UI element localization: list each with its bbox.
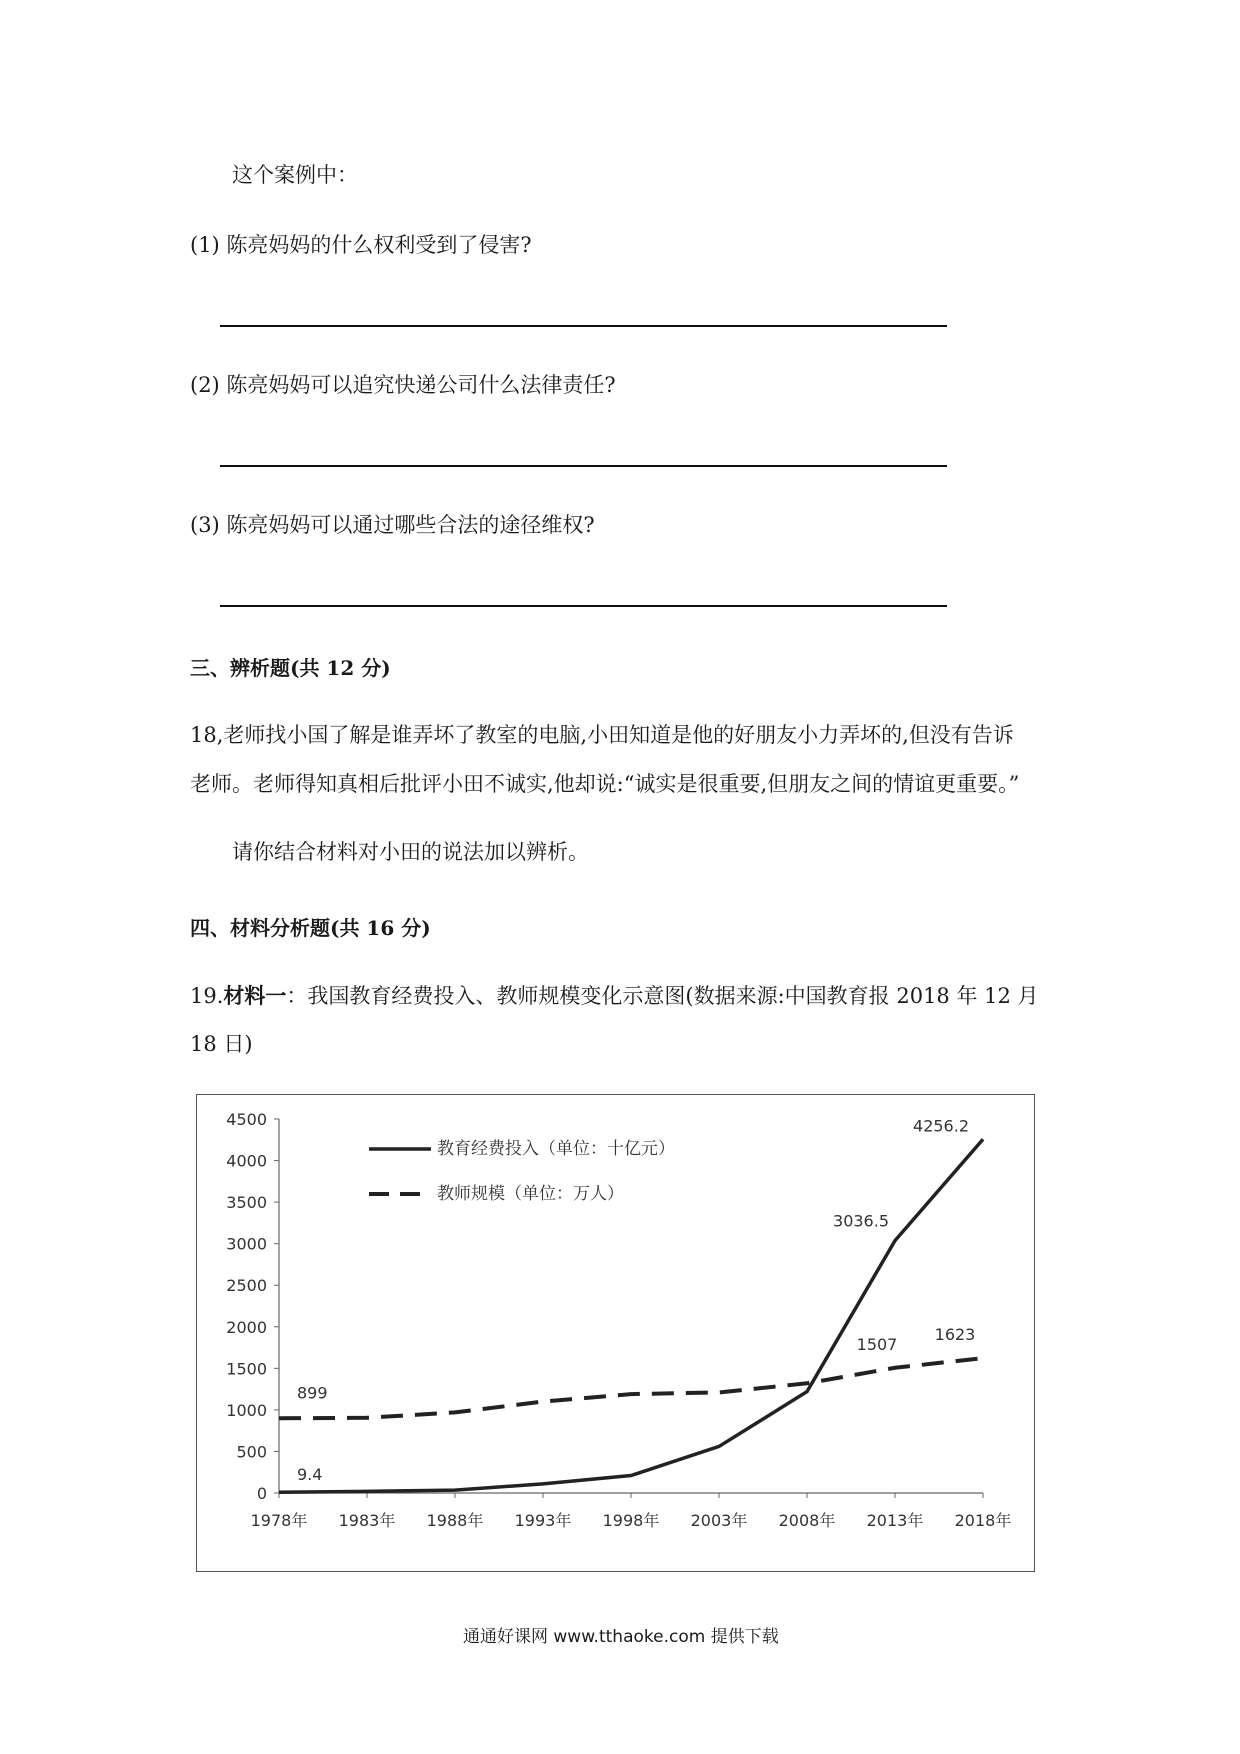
- x-tick-label: 2003年: [690, 1511, 748, 1530]
- y-tick-label: 2500: [226, 1276, 267, 1296]
- data-label: 9.4: [297, 1465, 323, 1485]
- q19-line-2: 18 日): [190, 1032, 253, 1056]
- question-3: (3) 陈亮妈妈可以通过哪些合法的途径维权?: [190, 513, 595, 537]
- data-label: 4256.2: [913, 1116, 969, 1136]
- question-2: (2) 陈亮妈妈可以追究快递公司什么法律责任?: [190, 373, 616, 397]
- q19-material-title: ：我国教育经费投入、教师规模变化示意图(数据来源:中国教育报 2018 年 12 月: [286, 984, 1039, 1008]
- x-tick-label: 2008年: [778, 1511, 836, 1530]
- y-tick-label: 0: [256, 1484, 267, 1503]
- y-tick-label: 3500: [226, 1193, 267, 1213]
- y-tick-label: 4500: [226, 1110, 267, 1129]
- y-tick-label: 2000: [226, 1317, 267, 1337]
- x-tick-label: 1978年: [250, 1511, 308, 1530]
- question-1: (1) 陈亮妈妈的什么权利受到了侵害?: [190, 233, 532, 257]
- legend-teacher-label: 教师规模（单位：万人）: [437, 1184, 624, 1204]
- q19-material-label: 材料一: [223, 983, 287, 1008]
- y-tick-label: 500: [236, 1442, 267, 1462]
- section3-heading: 三、辨析题(共 12 分): [190, 656, 391, 680]
- q19-number: 19.: [190, 984, 224, 1008]
- chart-frame: [196, 1094, 1035, 1572]
- case-intro: 这个案例中：: [232, 163, 358, 187]
- data-label: 3036.5: [833, 1211, 889, 1231]
- x-tick-label: 1993年: [514, 1511, 572, 1530]
- q18-prompt: 请你结合材料对小田的说法加以辨析。: [232, 840, 589, 864]
- y-tick-label: 4000: [226, 1151, 267, 1171]
- y-tick-label: 1000: [226, 1400, 267, 1420]
- data-label: 1623: [934, 1325, 976, 1345]
- x-tick-label: 2013年: [866, 1511, 924, 1530]
- line-chart: [197, 1095, 1033, 1570]
- answer-line-2[interactable]: [220, 465, 947, 467]
- answer-line-1[interactable]: [220, 325, 947, 327]
- q18-line-1: 18,老师找小国了解是谁弄坏了教室的电脑,小田知道是他的好朋友小力弄坏的,但没有告诉: [190, 723, 1014, 747]
- x-tick-label: 1998年: [602, 1511, 660, 1530]
- y-tick-label: 3000: [226, 1234, 267, 1254]
- x-tick-label: 1988年: [426, 1511, 484, 1530]
- footer-credit: 通通好课网 www.tthaoke.com 提供下载: [463, 1627, 779, 1647]
- y-tick-label: 1500: [226, 1359, 267, 1379]
- data-label: 1507: [856, 1334, 898, 1354]
- legend-funding-label: 教育经费投入（单位：十亿元）: [437, 1139, 675, 1159]
- answer-line-3[interactable]: [220, 605, 947, 607]
- section4-heading: 四、材料分析题(共 16 分): [190, 916, 431, 940]
- q19-line-1: [190, 981, 1039, 1011]
- x-tick-label: 1983年: [338, 1511, 396, 1530]
- q18-line-2: 老师。老师得知真相后批评小田不诚实,他却说:“诚实是很重要,但朋友之间的情谊更重要。”: [190, 772, 1020, 796]
- x-tick-label: 2018年: [954, 1511, 1012, 1530]
- teacher-scale-line: [279, 1358, 983, 1418]
- data-label: 899: [297, 1383, 328, 1403]
